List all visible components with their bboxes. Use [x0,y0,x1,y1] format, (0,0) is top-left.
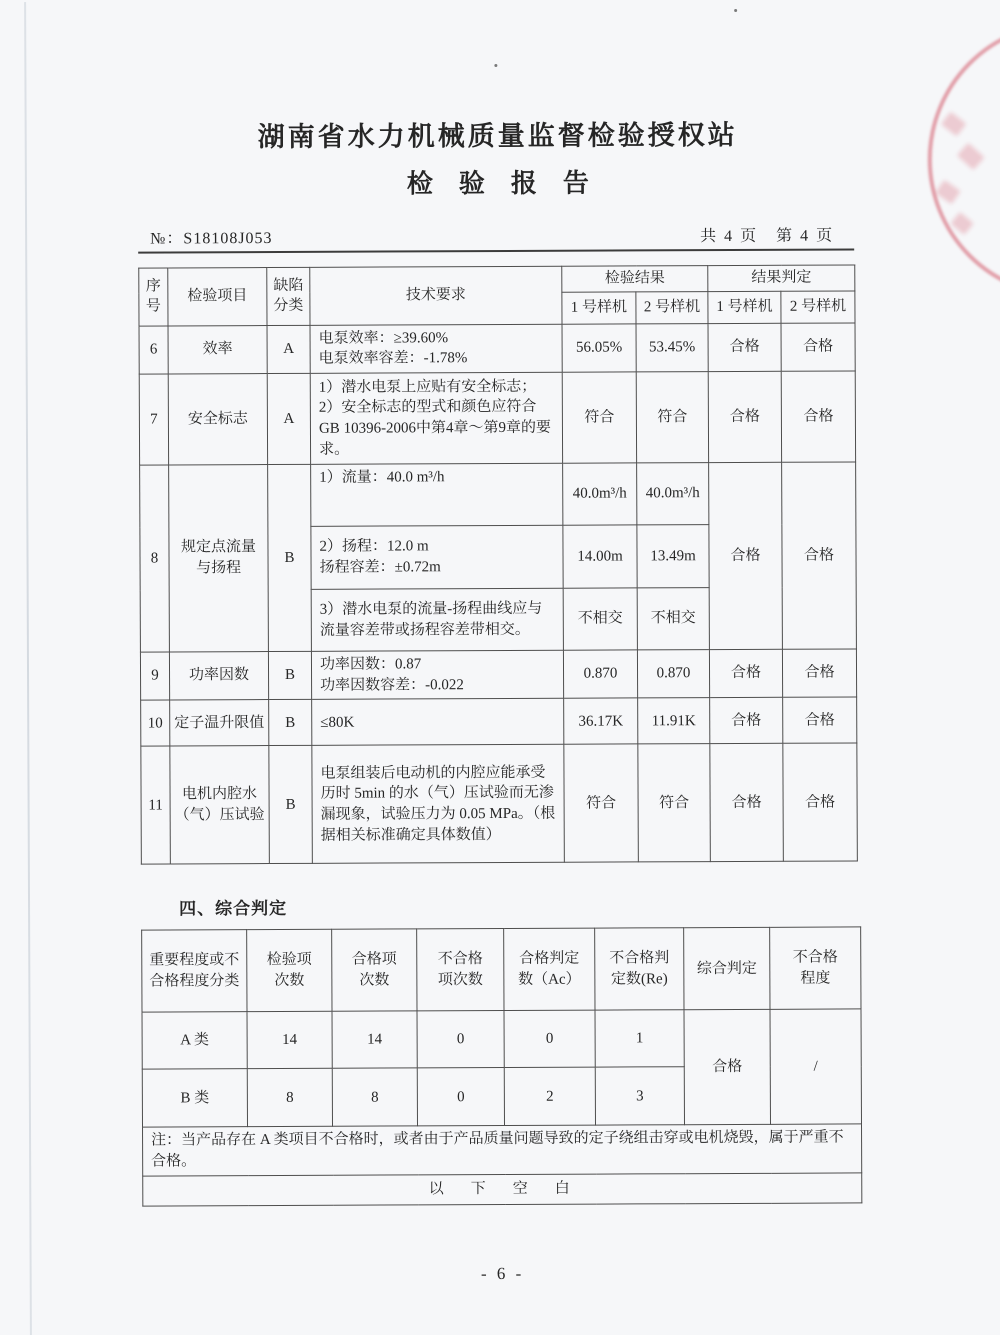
row8-sub2-result-2: 13.49m [637,525,709,588]
t2-header-class: 重要程度或不合格程度分类 [142,930,247,1012]
t2-note: 注：当产品存在 A 类项目不合格时，或者由于产品质量问题导致的定子绕组击穿或电机烧毁，属于严重不合格。 [143,1124,862,1176]
row11-item: 电机内腔水（气）压试验 [170,746,270,864]
row6-result-1: 56.05% [562,324,636,373]
row9-requirement: 功率因数：0.87 功率因数容差：-0.022 [311,650,563,699]
row8-sub1-requirement: 1）流量：40.0 m³/h [311,463,563,526]
station-title: 湖南省水力机械质量监督检验授权站 [257,119,738,153]
t2-rowA-inspected: 14 [247,1012,332,1069]
row7-item: 安全标志 [168,374,267,465]
col-header-judge-sample1: 1 号样机 [708,291,781,323]
scan-speck [494,64,497,67]
row8-item: 规定点流量 与扬程 [169,465,269,652]
row10-requirement: ≤80K [312,699,564,746]
col-header-item: 检验项目 [168,268,267,326]
row10-result-1: 36.17K [564,698,638,744]
row10-no: 10 [141,700,170,746]
t2-header-inspected-count: 检验项 次数 [247,930,332,1012]
row9-result-1: 0.870 [563,650,637,699]
t2-overall-judgement: 合格 [684,1010,771,1125]
table-row [141,743,858,864]
row10-defect: B [269,700,312,746]
row9-result-2: 0.870 [637,650,709,699]
row6-item: 效率 [168,325,267,374]
row7-result-1: 符合 [562,372,636,463]
inspection-results-table [138,264,858,865]
row8-no: 8 [140,465,170,652]
row10-judge-1: 合格 [710,698,783,744]
row11-defect: B [269,746,313,864]
col-header-result-group: 检验结果 [562,266,708,292]
col-header-result-sample2: 2 号样机 [636,291,708,323]
t2-rowB-fail: 0 [417,1068,504,1126]
col-header-judge-sample2: 2 号样机 [781,291,855,323]
t2-rowA-class: A 类 [142,1012,247,1069]
section4-title: 四、综合判定 [179,899,288,919]
table-row [141,697,857,746]
table-row [143,1124,862,1176]
row6-judge-1: 合格 [708,323,781,372]
row8-judge-2: 合格 [782,462,857,649]
row7-judge-2: 合格 [781,371,855,462]
t2-header-fail-degree: 不合格 程度 [770,927,861,1009]
row8-sub1-result-1: 40.0m³/h [563,463,637,525]
t2-rowA-pass: 14 [332,1011,417,1068]
row9-defect: B [268,651,311,700]
t2-rowB-class: B 类 [142,1069,247,1127]
row8-sub3-result-1: 不相交 [563,588,637,650]
scan-speck [734,9,737,12]
row6-requirement: 电泵效率：≥39.60% 电泵效率容差：-1.78% [310,324,562,373]
table-row [139,323,855,374]
row6-defect: A [267,325,310,374]
row7-result-2: 符合 [636,372,708,463]
report-number-line [138,222,854,253]
col-header-defect-class: 缺陷 分类 [267,267,310,325]
row6-result-2: 53.45% [636,323,708,372]
report-number: №：S18108J053 [150,229,273,248]
row9-item: 功率因数 [169,652,268,701]
row10-result-2: 11.91K [638,698,710,744]
row11-no: 11 [141,746,171,864]
row8-sub1-result-2: 40.0m³/h [637,463,709,525]
t2-rowB-inspected: 8 [247,1069,332,1127]
row8-sub2-result-1: 14.00m [563,525,637,588]
row6-judge-2: 合格 [781,323,855,372]
table-row [142,1009,861,1069]
t2-header-fail-count: 不合格 项次数 [417,929,504,1011]
col-header-serial: 序 号 [139,268,168,326]
row6-no: 6 [139,326,168,375]
row8-judge-1: 合格 [709,462,783,649]
comprehensive-judgement-table [141,927,862,1207]
row8-sub3-requirement: 3）潜水电泵的流量-扬程曲线应与流量容差带或扬程容差带相交。 [311,588,563,651]
t2-rowA-fail: 0 [417,1011,504,1068]
t2-blank-below: 以 下 空 白 [143,1173,862,1206]
t2-header-overall: 综合判定 [684,928,770,1010]
row11-requirement: 电泵组装后电动机的内腔应能承受历时 5min 的水（气）压试验而无渗漏现象，试验压力为 0.05 MPa。（根据相关标准确定具体数值） [312,745,565,864]
table-row [140,462,856,527]
t2-fail-degree: / [770,1009,862,1124]
t2-header-re: 不合格判 定数(Re) [595,928,684,1010]
t2-rowB-pass: 8 [332,1068,417,1126]
col-header-judge-group: 结果判定 [708,265,855,291]
row7-requirement: 1）潜水电泵上应贴有安全标志； 2）安全标志的型式和颜色应符合GB 10396-2006中第4章～第9章的要求。 [310,372,562,464]
t2-header-pass-count: 合格项 次数 [332,929,417,1011]
t2-rowA-ac: 0 [504,1011,595,1068]
col-header-tech-requirement: 技术要求 [310,266,562,325]
page-count-info: 共 4 页 第 4 页 [700,227,835,246]
row9-judge-2: 合格 [782,649,856,698]
t2-rowA-re: 1 [595,1010,684,1067]
table-row [139,371,855,465]
row10-item: 定子温升限值 [170,700,269,746]
t2-rowB-ac: 2 [504,1068,595,1126]
row10-judge-2: 合格 [783,697,857,743]
col-header-result-sample1: 1 号样机 [562,292,636,324]
row11-result-2: 符合 [638,744,711,862]
row8-sub2-requirement: 2）扬程：12.0 m 扬程容差：±0.72m [311,525,563,589]
report-title: 检验报告 [406,168,615,199]
row7-no: 7 [139,374,168,465]
row11-result-1: 符合 [564,744,639,862]
row8-defect: B [268,464,312,651]
row9-judge-1: 合格 [709,649,782,698]
row7-judge-1: 合格 [708,371,781,462]
row9-no: 9 [140,652,169,701]
footer-page-number: - 6 - [480,1263,525,1284]
row7-defect: A [267,373,310,464]
row8-sub3-result-2: 不相交 [637,588,709,650]
row11-judge-1: 合格 [710,744,784,862]
table-row [140,649,856,700]
table-row [143,1173,862,1206]
t2-header-ac: 合格判定 数（Ac） [504,929,595,1011]
t2-rowB-re: 3 [595,1067,684,1125]
row11-judge-2: 合格 [783,743,858,861]
